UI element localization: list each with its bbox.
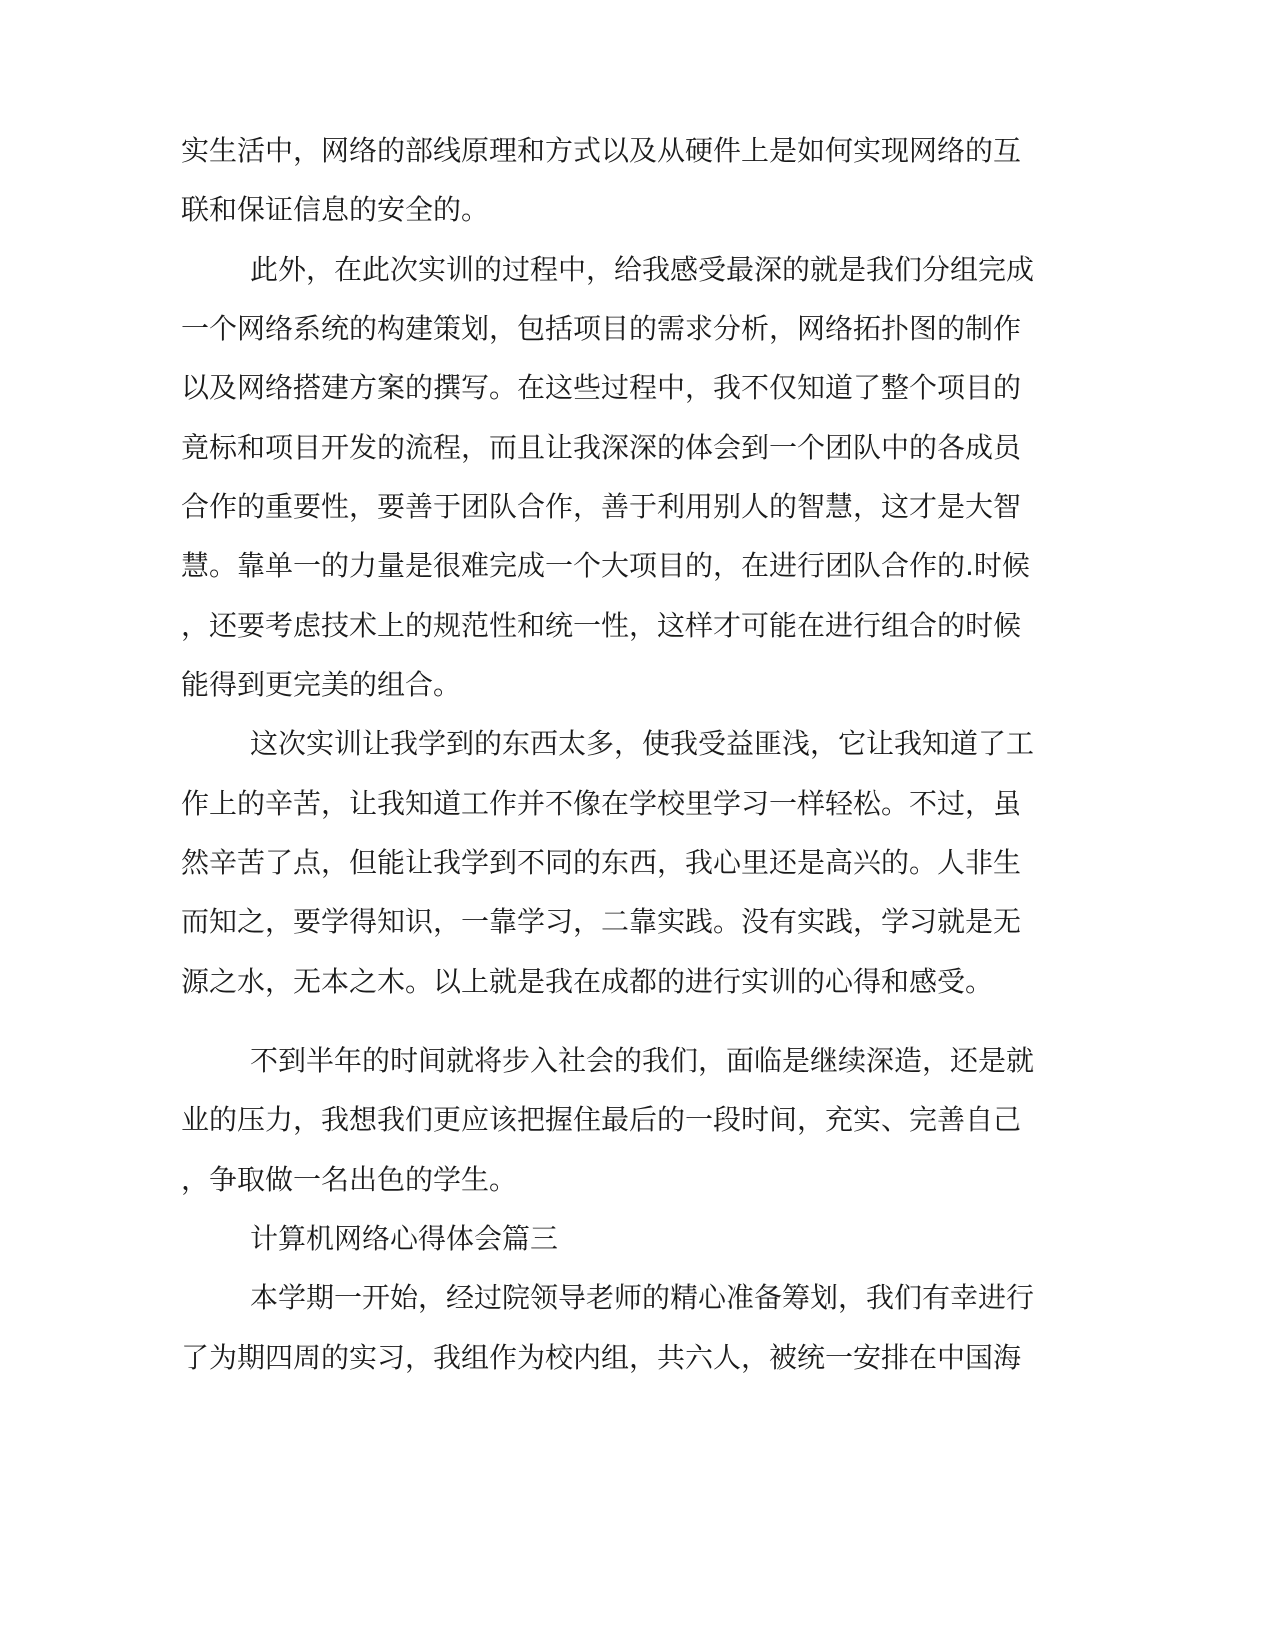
line-text: 作上的辛苦，让我知道工作并不像在学校里学习一样轻松。不过，虽 [181,787,1022,820]
line-text: 不到半年的时间就将步入社会的我们，面临是继续深造，还是就 [250,1044,1035,1077]
line-text: 联和保证信息的安全的。 [181,193,490,226]
heading-text: 计算机网络心得体会篇三 [250,1222,559,1255]
text-line [0,358,1275,418]
line-text: 了为期四周的实习，我组作为校内组，共六人，被统一安排在中国海 [181,1341,1022,1374]
text-line [0,1031,1275,1091]
line-text: 本学期一开始，经过院领导老师的精心准备筹划，我们有幸进行 [250,1281,1035,1314]
line-text: ，争取做一名出色的学生。 [181,1163,518,1196]
text-line [0,774,1275,834]
line-text: 实生活中，网络的部线原理和方式以及从硬件上是如何实现网络的互 [181,134,1022,167]
text-line [0,952,1275,1012]
line-text: 此外，在此次实训的过程中，给我感受最深的就是我们分组完成 [250,253,1035,286]
line-text: 而知之，要学得知识，一靠学习，二靠实践。没有实践，学习就是无 [181,905,1022,938]
text-line [0,180,1275,240]
line-text: 竟标和项目开发的流程，而且让我深深的体会到一个团队中的各成员 [181,431,1022,464]
line-text: 能得到更完美的组合。 [181,668,462,701]
section-heading [0,1209,1275,1269]
text-line [0,240,1275,300]
line-text: 合作的重要性，要善于团队合作，善于利用别人的智慧，这才是大智 [181,490,1022,523]
line-text: 慧。靠单一的力量是很难完成一个大项目的，在进行团队合作的.时候 [181,549,1030,582]
line-text: 业的压力，我想我们更应该把握住最后的一段时间，充实、完善自己 [181,1103,1022,1136]
text-line [0,299,1275,359]
text-line [0,1268,1275,1328]
text-line [0,418,1275,478]
line-text: 然辛苦了点，但能让我学到不同的东西，我心里还是高兴的。人非生 [181,846,1022,879]
line-text: 一个网络系统的构建策划，包括项目的需求分析，网络拓扑图的制作 [181,312,1022,345]
text-line [0,477,1275,537]
text-line [0,655,1275,715]
text-line [0,714,1275,774]
line-text: ，还要考虑技术上的规范性和统一性，这样才可能在进行组合的时候 [181,609,1022,642]
line-text: 源之水，无本之木。以上就是我在成都的进行实训的心得和感受。 [181,965,994,998]
text-line [0,833,1275,893]
text-line [0,1090,1275,1150]
text-line [0,121,1275,181]
text-line [0,1328,1275,1388]
line-text: 这次实训让我学到的东西太多，使我受益匪浅，它让我知道了工 [250,727,1035,760]
text-line [0,892,1275,952]
text-line [0,596,1275,656]
line-text: 以及网络搭建方案的撰写。在这些过程中，我不仅知道了整个项目的 [181,371,1022,404]
text-line [0,536,1275,596]
text-line [0,1150,1275,1210]
